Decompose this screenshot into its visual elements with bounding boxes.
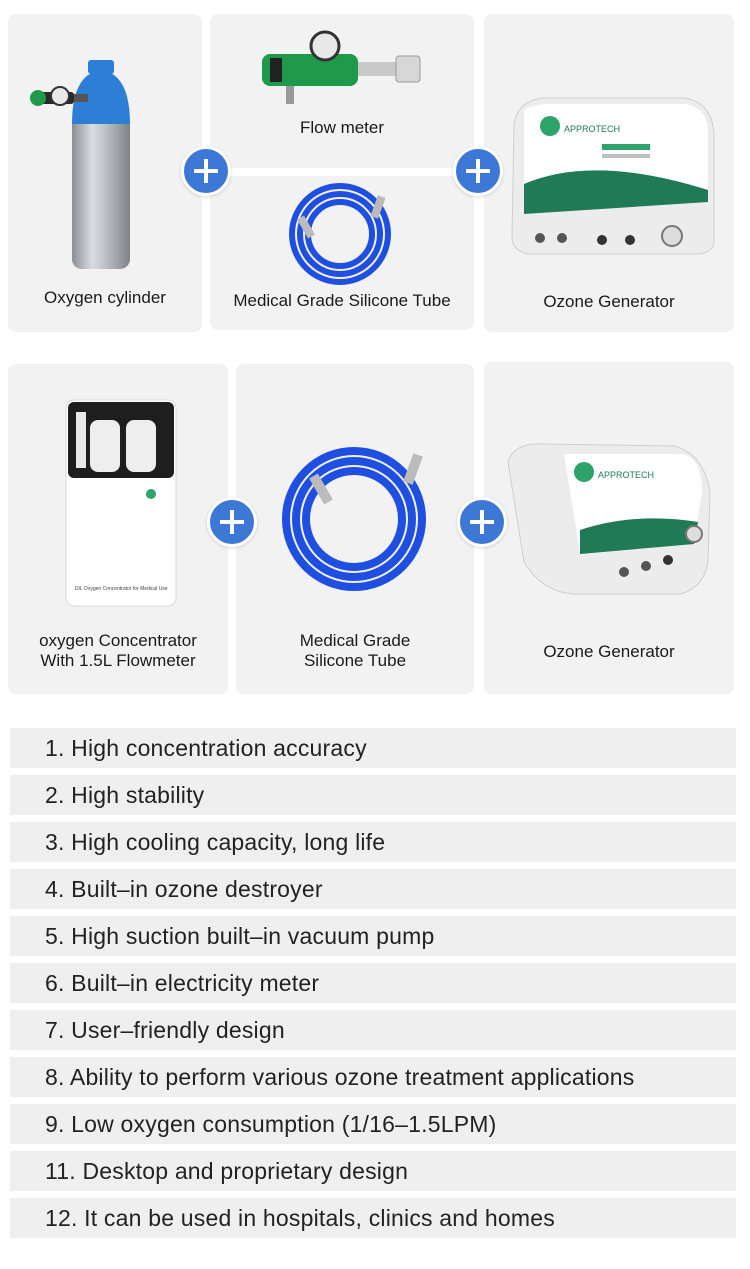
flow-meter-image: [210, 14, 474, 114]
oxygen-concentrator-card: [8, 364, 228, 694]
generator-brand-2: APPROTECH: [598, 470, 655, 480]
silicone-tube-card: [210, 176, 474, 330]
silicone-tube-card-2: [236, 364, 474, 694]
ozone-generator-label-2: Ozone Generator: [543, 642, 675, 661]
feature-item: 8. Ability to perform various ozone treatment applications: [10, 1057, 736, 1097]
plus-icon: [207, 497, 257, 547]
silicone-tube-label-2-line2: Silicone Tube: [303, 651, 407, 670]
feature-item: 6. Built–in electricity meter: [10, 963, 736, 1003]
flow-meter-label: Flow meter: [299, 118, 385, 137]
feature-item: 7. User–friendly design: [10, 1010, 736, 1050]
feature-item: 9. Low oxygen consumption (1/16–1.5LPM): [10, 1104, 736, 1144]
silicone-tube-label-2-line1: Medical Grade: [299, 631, 411, 650]
plus-icon: [181, 146, 231, 196]
ozone-generator-image-1: [484, 14, 734, 264]
feature-item: 11. Desktop and proprietary design: [10, 1151, 736, 1191]
feature-item: 2. High stability: [10, 775, 736, 815]
silicone-tube-image: [210, 176, 474, 286]
feature-item: 3. High cooling capacity, long life: [10, 822, 736, 862]
ozone-generator-label-1: Ozone Generator: [543, 292, 675, 311]
silicone-tube-image-2: [236, 364, 474, 604]
flow-meter-card: [210, 14, 474, 168]
feature-item: 12. It can be used in hospitals, clinics and homes: [10, 1198, 736, 1238]
ozone-generator-card-2: [484, 362, 734, 694]
silicone-tube-label: Medical Grade Silicone Tube: [233, 291, 451, 310]
oxygen-concentrator-label-line2: With 1.5L Flowmeter: [40, 651, 196, 670]
oxygen-cylinder-card: [8, 14, 202, 332]
ozone-generator-card-1: [484, 14, 734, 332]
feature-item: 1. High concentration accuracy: [10, 728, 736, 768]
plus-icon: [453, 146, 503, 196]
oxygen-concentrator-label-line1: oxygen Concentrator: [39, 631, 197, 650]
oxygen-concentrator-image: [8, 364, 228, 614]
feature-item: 4. Built–in ozone destroyer: [10, 869, 736, 909]
generator-brand-1: APPROTECH: [564, 124, 621, 134]
ozone-generator-image-2: [484, 362, 734, 612]
concentrator-caption: 10L Oxygen Concentrator for Medical Use: [74, 586, 168, 592]
plus-icon: [457, 497, 507, 547]
feature-item: 5. High suction built–in vacuum pump: [10, 916, 736, 956]
oxygen-cylinder-label: Oxygen cylinder: [44, 288, 166, 307]
oxygen-cylinder-image: [8, 14, 202, 284]
